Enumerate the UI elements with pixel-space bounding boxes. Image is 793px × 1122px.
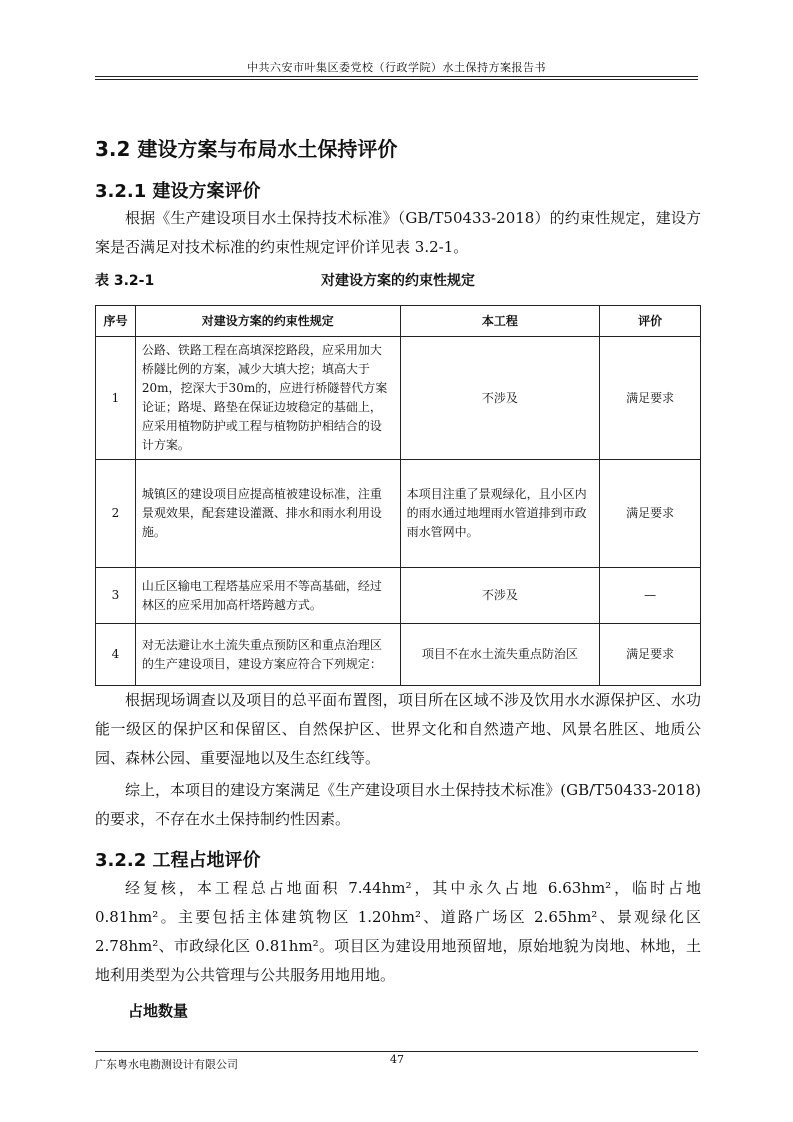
row-project: 不涉及 (400, 337, 600, 460)
subsection-title-3-2-1: 3.2.1 建设方案评价 (95, 181, 261, 202)
land-use-paragraph: 经复核，本工程总占地面积 7.44hm²，其中永久占地 6.63hm²，临时占地 0.81hm²。主要包括主体建筑物区 1.20hm²、道路广场区 2.65hm²、景观绿化区 2.78hm²、市政绿化区 0.81hm²。项目区为建设用地预留地，原始地貌为岗地、林地，土地利用类型为公共管理与公共服务用地用地。 (95, 879, 701, 984)
header-rule-secondary (95, 79, 698, 80)
subsection-title-3-2-2: 3.2.2 工程占地评价 (95, 850, 261, 871)
row-evaluation: 满足要求 (600, 337, 701, 460)
row-evaluation: — (600, 568, 701, 624)
land-area-heading: 占地数量 (128, 1002, 189, 1020)
header-no: 序号 (96, 306, 136, 337)
row-requirement: 公路、铁路工程在高填深挖路段，应采用加大桥隧比例的方案，减少大填大挖；填高大于20m，挖深大于30m的，应进行桥隧替代方案论证；路堤、路垫在保证边坡稳定的基础上，应采用植物防护或工程与植物防护相结合的设计方案。 (135, 337, 400, 460)
table-row (96, 337, 701, 460)
row-project: 项目不在水土流失重点防治区 (400, 624, 600, 686)
row-requirement: 山丘区输电工程塔基应采用不等高基础，经过林区的应采用加高杆塔跨越方式。 (135, 568, 400, 624)
table-caption-title: 对建设方案的约束性规定 (321, 273, 475, 289)
row-project: 本项目注重了景观绿化，且小区内的雨水通过地埋雨水管道排到市政雨水管网中。 (400, 460, 600, 568)
footer-company: 广东粤水电勘测设计有限公司 (95, 1058, 238, 1071)
row-no: 4 (96, 624, 136, 686)
conclusion-paragraph: 综上，本项目的建设方案满足《生产建设项目水土保持技术标准》(GB/T50433-2018)的要求，不存在水土保持制约性因素。 (95, 781, 701, 828)
page-header: 中共六安市叶集区委党校（行政学院）水土保持方案报告书 (247, 61, 546, 74)
header-requirement: 对建设方案的约束性规定 (135, 306, 400, 337)
row-no: 3 (96, 568, 136, 624)
site-survey-paragraph: 根据现场调查以及项目的总平面布置图，项目所在区域不涉及饮用水水源保护区、水功能一级区的保护区和保留区、自然保护区、世界文化和自然遗产地、风景名胜区、地质公园、森林公园、重要湿地以及生态红线等。 (95, 691, 701, 767)
row-requirement: 对无法避让水土流失重点预防区和重点治理区的生产建设项目，建设方案应符合下列规定： (135, 624, 400, 686)
regulation-table (95, 305, 701, 686)
table-row (96, 460, 701, 568)
table-row (96, 568, 701, 624)
table-caption-id: 表 3.2-1 (95, 273, 155, 289)
header-rule (95, 76, 698, 77)
row-no: 1 (96, 337, 136, 460)
header-evaluation: 评价 (600, 306, 701, 337)
table-header-row (96, 306, 701, 337)
footer-rule (95, 1051, 698, 1052)
intro-paragraph: 根据《生产建设项目水土保持技术标准》（GB/T50433-2018）的约束性规定，建设方案是否满足对技术标准的约束性规定评价详见表 3.2-1。 (95, 209, 701, 256)
row-no: 2 (96, 460, 136, 568)
row-evaluation: 满足要求 (600, 624, 701, 686)
table-row (96, 624, 701, 686)
row-evaluation: 满足要求 (600, 460, 701, 568)
page-number: 47 (390, 1053, 404, 1066)
row-project: 不涉及 (400, 568, 600, 624)
header-project: 本工程 (400, 306, 600, 337)
row-requirement: 城镇区的建设项目应提高植被建设标准，注重景观效果，配套建设灌溉、排水和雨水利用设施。 (135, 460, 400, 568)
section-title: 3.2 建设方案与布局水土保持评价 (95, 137, 398, 161)
